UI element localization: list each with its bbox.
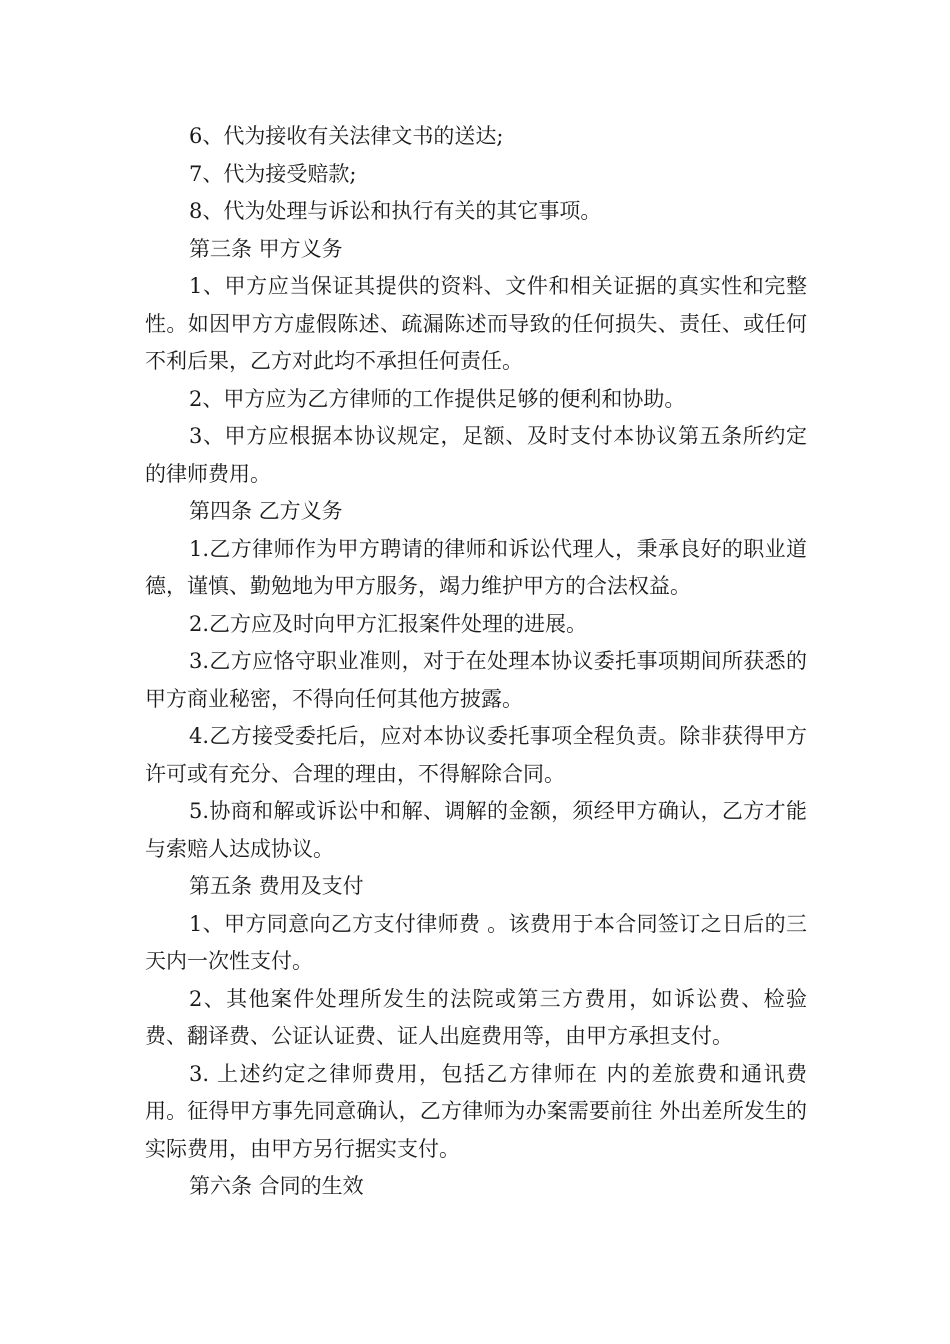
article-4-item-1: 1.乙方律师作为甲方聘请的律师和诉讼代理人，秉承良好的职业道德，谨慎、勤勉地为甲方服务，竭力维护甲方的合法权益。 [145,536,807,598]
article-4-item-2: 2.乙方应及时向甲方汇报案件处理的进展。 [189,611,588,636]
article-4-heading: 第四条 乙方义务 [189,499,343,523]
article-5-heading: 第五条 费用及支付 [189,874,364,898]
article-4-item-4: 4.乙方接受委托后，应对本协议委托事项全程负责。除非获得甲方许可或有充分、合理的理由，不得解除合同。 [145,724,807,786]
article-5-item-1: 1、甲方同意向乙方支付律师费 。该费用于本合同签订之日后的三天内一次性支付。 [145,911,807,973]
article-3-item-2: 2、甲方应为乙方律师的工作提供足够的便利和协助。 [189,386,686,411]
document-body [145,118,807,1206]
article-3-item-3: 3、甲方应根据本协议规定，足额、及时支付本协议第五条所约定的律师费用。 [145,424,807,486]
article-3-heading: 第三条 甲方义务 [189,236,343,261]
article-4-item-3: 3.乙方应恪守职业准则，对于在处理本协议委托事项期间所获悉的甲方商业秘密，不得向任何其他方披露。 [145,649,807,711]
article-5-item-3: 3. 上述约定之律师费用，包括乙方律师在 内的差旅费和通讯费用。征得甲方事先同意确认，乙方律师为办案需要前往 外出差所发生的实际费用，由甲方另行据实支付。 [145,1061,807,1161]
article-6-heading: 第六条 合同的生效 [189,1174,364,1198]
clause-item-7: 7、代为接受赔款; [189,161,357,186]
article-4-item-5: 5.协商和解或诉讼中和解、调解的金额，须经甲方确认，乙方才能与索赔人达成协议。 [145,799,807,861]
article-3-item-1: 1、甲方应当保证其提供的资料、文件和相关证据的真实性和完整性。如因甲方方虚假陈述、疏漏陈述而导致的任何损失、责任、或任何不利后果，乙方对此均不承担任何责任。 [145,274,807,373]
clause-item-8: 8、代为处理与诉讼和执行有关的其它事项。 [189,199,602,223]
clause-item-6: 6、代为接收有关法律文书的送达; [189,124,504,148]
article-5-item-2: 2、其他案件处理所发生的法院或第三方费用，如诉讼费、检验费、翻译费、公证认证费、证人出庭费用等，由甲方承担支付。 [145,986,807,1048]
